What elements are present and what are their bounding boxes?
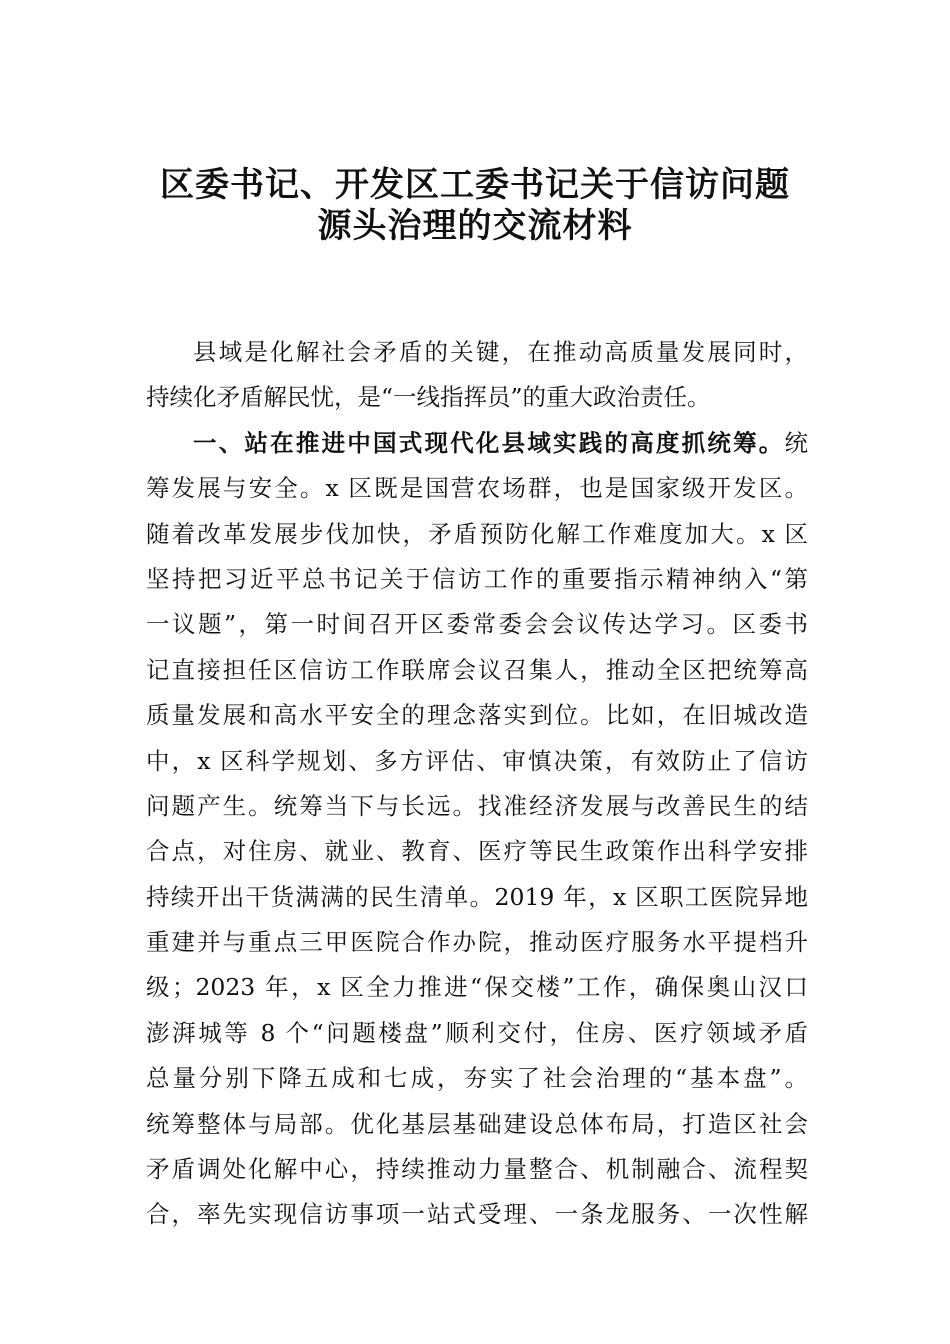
paragraph-2-line-10: 合点，对住房、就业、教育、医疗等民生政策作出科学安排 xyxy=(146,837,808,866)
paragraph-2-line-2: 筹发展与安全。x 区既是国营农场群，也是国家级开发区。 xyxy=(146,474,808,503)
paragraph-2-line-12: 重建并与重点三甲医院合作办院，推动医疗服务水平提档升 xyxy=(146,928,808,957)
paragraph-2-lead-tail: 统 xyxy=(784,428,808,457)
document-title-line-2: 源头治理的交流材料 xyxy=(317,206,633,246)
paragraph-2-line-1 xyxy=(146,421,808,466)
paragraph-2-line-3: 随着改革发展步伐加快，矛盾预防化解工作难度加大。x 区 xyxy=(146,519,808,548)
paragraph-2-line-4: 坚持把习近平总书记关于信访工作的重要指示精神纳入“第 xyxy=(146,564,808,593)
paragraph-2-line-17: 矛盾调处化解中心，持续推动力量整合、机制融合、流程契 xyxy=(146,1155,808,1184)
paragraph-2-line-6: 记直接担任区信访工作联席会议召集人，推动全区把统筹高 xyxy=(146,655,808,684)
paragraph-2-line-15: 总量分别下降五成和七成，夯实了社会治理的“基本盘”。 xyxy=(146,1064,808,1093)
paragraph-2-line-11: 持续开出干货满满的民生清单。2019 年，x 区职工医院异地 xyxy=(146,882,808,911)
paragraph-2-line-7: 质量发展和高水平安全的理念落实到位。比如，在旧城改造 xyxy=(146,701,808,730)
paragraph-2-line-18: 合，率先实现信访事项一站式受理、一条龙服务、一次性解 xyxy=(146,1200,808,1229)
paragraph-1-line-1: 县域是化解社会矛盾的关键，在推动高质量发展同时， xyxy=(193,338,808,366)
paragraph-2-line-13: 级；2023 年，x 区全力推进“保交楼”工作，确保奥山汉口 xyxy=(146,973,808,1002)
paragraph-2-line-9: 问题产生。统筹当下与长远。找准经济发展与改善民生的结 xyxy=(146,791,808,820)
document-body xyxy=(146,330,808,1238)
paragraph-2-line-8: 中，x 区科学规划、多方评估、审慎决策，有效防止了信访 xyxy=(146,746,808,775)
paragraph-2-line-14: 澎湃城等 8 个“问题楼盘”顺利交付，住房、医疗领域矛盾 xyxy=(146,1018,808,1047)
section-heading-1: 一、站在推进中国式现代化县域实践的高度抓统筹。 xyxy=(193,428,785,457)
paragraph-1-line-2: 持续化矛盾解民忧，是“一线指挥员”的重大政治责任。 xyxy=(146,383,711,412)
paragraph-2-line-5: 一议题”，第一时间召开区委常委会会议传达学习。区委书 xyxy=(146,610,808,639)
paragraph-2-line-16: 统筹整体与局部。优化基层基础建设总体布局，打造区社会 xyxy=(146,1109,808,1138)
document-title-line-1: 区委书记、开发区工委书记关于信访问题 xyxy=(160,165,790,205)
